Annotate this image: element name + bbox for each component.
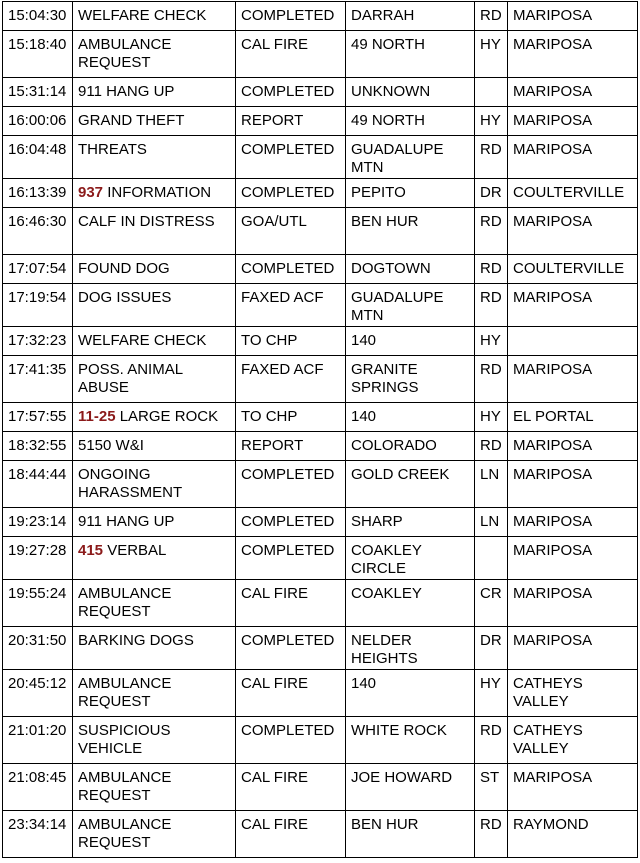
call-type-label: 911 HANG UP: [78, 83, 175, 100]
city-cell: MARIPOSA: [508, 461, 638, 508]
time-cell: 20:45:12: [3, 670, 73, 717]
call-type-label: VERBAL: [103, 542, 167, 559]
street-cell: 140: [346, 327, 475, 356]
city-cell: MARIPOSA: [508, 2, 638, 31]
city-cell: MARIPOSA: [508, 627, 638, 670]
suffix-cell: [475, 78, 508, 107]
table-row: [3, 764, 638, 811]
table-row: [3, 670, 638, 717]
time-cell: 19:27:28: [3, 537, 73, 580]
table-row: [3, 179, 638, 208]
table-row: [3, 537, 638, 580]
table-row: [3, 136, 638, 179]
city-cell: COULTERVILLE: [508, 179, 638, 208]
suffix-cell: ST: [475, 764, 508, 811]
suffix-cell: LN: [475, 461, 508, 508]
street-cell: UNKNOWN: [346, 78, 475, 107]
call-code: 11-25: [78, 408, 116, 425]
status-cell: CAL FIRE: [236, 670, 346, 717]
street-cell: 49 NORTH: [346, 107, 475, 136]
street-cell: BEN HUR: [346, 208, 475, 255]
street-cell: COAKLEY CIRCLE: [346, 537, 475, 580]
time-cell: 21:08:45: [3, 764, 73, 811]
call-type-cell: [73, 31, 236, 78]
suffix-cell: RD: [475, 136, 508, 179]
city-cell: CATHEYS VALLEY: [508, 717, 638, 764]
call-type-cell: [73, 356, 236, 403]
call-type-cell: [73, 2, 236, 31]
status-cell: COMPLETED: [236, 537, 346, 580]
table-row: [3, 2, 638, 31]
city-cell: EL PORTAL: [508, 403, 638, 432]
status-cell: COMPLETED: [236, 461, 346, 508]
status-cell: COMPLETED: [236, 717, 346, 764]
status-cell: CAL FIRE: [236, 811, 346, 858]
time-cell: 15:31:14: [3, 78, 73, 107]
time-cell: 18:32:55: [3, 432, 73, 461]
street-cell: DARRAH: [346, 2, 475, 31]
call-type-cell: [73, 461, 236, 508]
call-type-label: POSS. ANIMAL ABUSE: [78, 361, 183, 396]
street-cell: PEPITO: [346, 179, 475, 208]
call-type-cell: [73, 136, 236, 179]
table-row: [3, 432, 638, 461]
table-row: [3, 461, 638, 508]
call-type-label: 911 HANG UP: [78, 513, 175, 530]
status-cell: REPORT: [236, 432, 346, 461]
status-cell: FAXED ACF: [236, 284, 346, 327]
city-cell: MARIPOSA: [508, 136, 638, 179]
table-row: [3, 627, 638, 670]
suffix-cell: HY: [475, 403, 508, 432]
status-cell: COMPLETED: [236, 179, 346, 208]
call-type-cell: [73, 627, 236, 670]
status-cell: CAL FIRE: [236, 580, 346, 627]
call-type-cell: [73, 717, 236, 764]
city-cell: MARIPOSA: [508, 432, 638, 461]
call-type-cell: [73, 255, 236, 284]
call-type-cell: [73, 508, 236, 537]
table-row: [3, 327, 638, 356]
suffix-cell: HY: [475, 327, 508, 356]
call-type-cell: [73, 107, 236, 136]
call-type-label: WELFARE CHECK: [78, 7, 207, 24]
call-type-cell: [73, 403, 236, 432]
table-row: [3, 811, 638, 858]
street-cell: GOLD CREEK: [346, 461, 475, 508]
status-cell: TO CHP: [236, 403, 346, 432]
call-type-label: AMBULANCE REQUEST: [78, 816, 172, 851]
suffix-cell: DR: [475, 627, 508, 670]
table-row: [3, 284, 638, 327]
city-cell: MARIPOSA: [508, 284, 638, 327]
city-cell: MARIPOSA: [508, 356, 638, 403]
call-type-label: AMBULANCE REQUEST: [78, 769, 172, 804]
table-row: [3, 508, 638, 537]
time-cell: 17:41:35: [3, 356, 73, 403]
status-cell: COMPLETED: [236, 136, 346, 179]
time-cell: 17:57:55: [3, 403, 73, 432]
city-cell: MARIPOSA: [508, 107, 638, 136]
call-type-cell: [73, 179, 236, 208]
suffix-cell: RD: [475, 284, 508, 327]
status-cell: COMPLETED: [236, 78, 346, 107]
time-cell: 19:23:14: [3, 508, 73, 537]
status-cell: GOA/UTL: [236, 208, 346, 255]
street-cell: 140: [346, 403, 475, 432]
status-cell: CAL FIRE: [236, 31, 346, 78]
street-cell: GRANITE SPRINGS: [346, 356, 475, 403]
call-type-label: GRAND THEFT: [78, 112, 185, 129]
status-cell: TO CHP: [236, 327, 346, 356]
time-cell: 16:13:39: [3, 179, 73, 208]
street-cell: COAKLEY: [346, 580, 475, 627]
street-cell: WHITE ROCK: [346, 717, 475, 764]
street-cell: SHARP: [346, 508, 475, 537]
city-cell: [508, 327, 638, 356]
table-row: [3, 580, 638, 627]
time-cell: 21:01:20: [3, 717, 73, 764]
table-row: [3, 356, 638, 403]
call-type-cell: [73, 78, 236, 107]
suffix-cell: HY: [475, 670, 508, 717]
suffix-cell: LN: [475, 508, 508, 537]
status-cell: REPORT: [236, 107, 346, 136]
street-cell: GUADALUPE MTN: [346, 284, 475, 327]
status-cell: COMPLETED: [236, 627, 346, 670]
city-cell: MARIPOSA: [508, 78, 638, 107]
street-cell: BEN HUR: [346, 811, 475, 858]
time-cell: 17:07:54: [3, 255, 73, 284]
time-cell: 15:04:30: [3, 2, 73, 31]
call-type-cell: [73, 764, 236, 811]
city-cell: MARIPOSA: [508, 537, 638, 580]
street-cell: DOGTOWN: [346, 255, 475, 284]
table-row: [3, 78, 638, 107]
street-cell: COLORADO: [346, 432, 475, 461]
suffix-cell: RD: [475, 2, 508, 31]
call-type-label: AMBULANCE REQUEST: [78, 36, 172, 71]
call-type-label: LARGE ROCK: [115, 408, 219, 425]
street-cell: 140: [346, 670, 475, 717]
table-row: [3, 208, 638, 255]
table-row: [3, 717, 638, 764]
time-cell: 17:32:23: [3, 327, 73, 356]
city-cell: MARIPOSA: [508, 580, 638, 627]
city-cell: MARIPOSA: [508, 764, 638, 811]
street-cell: JOE HOWARD: [346, 764, 475, 811]
time-cell: 17:19:54: [3, 284, 73, 327]
call-log-table: [2, 1, 638, 858]
suffix-cell: HY: [475, 107, 508, 136]
suffix-cell: RD: [475, 255, 508, 284]
table-row: [3, 403, 638, 432]
table-row: [3, 107, 638, 136]
call-type-label: INFORMATION: [103, 184, 212, 201]
call-type-cell: [73, 284, 236, 327]
status-cell: COMPLETED: [236, 2, 346, 31]
call-code: 937: [78, 184, 104, 201]
time-cell: 16:00:06: [3, 107, 73, 136]
street-cell: NELDER HEIGHTS: [346, 627, 475, 670]
status-cell: COMPLETED: [236, 255, 346, 284]
call-type-cell: [73, 670, 236, 717]
call-type-cell: [73, 811, 236, 858]
call-type-label: WELFARE CHECK: [78, 332, 207, 349]
status-cell: FAXED ACF: [236, 356, 346, 403]
call-type-cell: [73, 208, 236, 255]
status-cell: CAL FIRE: [236, 764, 346, 811]
time-cell: 19:55:24: [3, 580, 73, 627]
call-type-label: THREATS: [78, 141, 147, 158]
suffix-cell: [475, 537, 508, 580]
time-cell: 23:34:14: [3, 811, 73, 858]
call-type-label: FOUND DOG: [78, 260, 170, 277]
table-row: [3, 31, 638, 78]
call-type-cell: [73, 537, 236, 580]
street-cell: GUADALUPE MTN: [346, 136, 475, 179]
call-type-label: BARKING DOGS: [78, 632, 194, 649]
time-cell: 16:46:30: [3, 208, 73, 255]
suffix-cell: RD: [475, 432, 508, 461]
call-type-label: SUSPICIOUS VEHICLE: [78, 722, 171, 757]
call-type-label: ONGOING HARASSMENT: [78, 466, 183, 501]
suffix-cell: DR: [475, 179, 508, 208]
city-cell: MARIPOSA: [508, 31, 638, 78]
call-type-label: CALF IN DISTRESS: [78, 213, 215, 230]
time-cell: 20:31:50: [3, 627, 73, 670]
status-cell: COMPLETED: [236, 508, 346, 537]
call-type-label: AMBULANCE REQUEST: [78, 675, 172, 710]
suffix-cell: CR: [475, 580, 508, 627]
time-cell: 15:18:40: [3, 31, 73, 78]
city-cell: CATHEYS VALLEY: [508, 670, 638, 717]
city-cell: MARIPOSA: [508, 508, 638, 537]
suffix-cell: RD: [475, 717, 508, 764]
table-row: [3, 255, 638, 284]
suffix-cell: RD: [475, 811, 508, 858]
city-cell: COULTERVILLE: [508, 255, 638, 284]
call-type-cell: [73, 580, 236, 627]
call-log-body: [3, 2, 638, 858]
suffix-cell: HY: [475, 31, 508, 78]
call-type-cell: [73, 432, 236, 461]
city-cell: MARIPOSA: [508, 208, 638, 255]
time-cell: 18:44:44: [3, 461, 73, 508]
call-type-cell: [73, 327, 236, 356]
call-type-label: DOG ISSUES: [78, 289, 172, 306]
call-type-label: 5150 W&I: [78, 437, 144, 454]
suffix-cell: RD: [475, 208, 508, 255]
time-cell: 16:04:48: [3, 136, 73, 179]
suffix-cell: RD: [475, 356, 508, 403]
city-cell: RAYMOND: [508, 811, 638, 858]
street-cell: 49 NORTH: [346, 31, 475, 78]
call-type-label: AMBULANCE REQUEST: [78, 585, 172, 620]
call-code: 415: [78, 542, 104, 559]
